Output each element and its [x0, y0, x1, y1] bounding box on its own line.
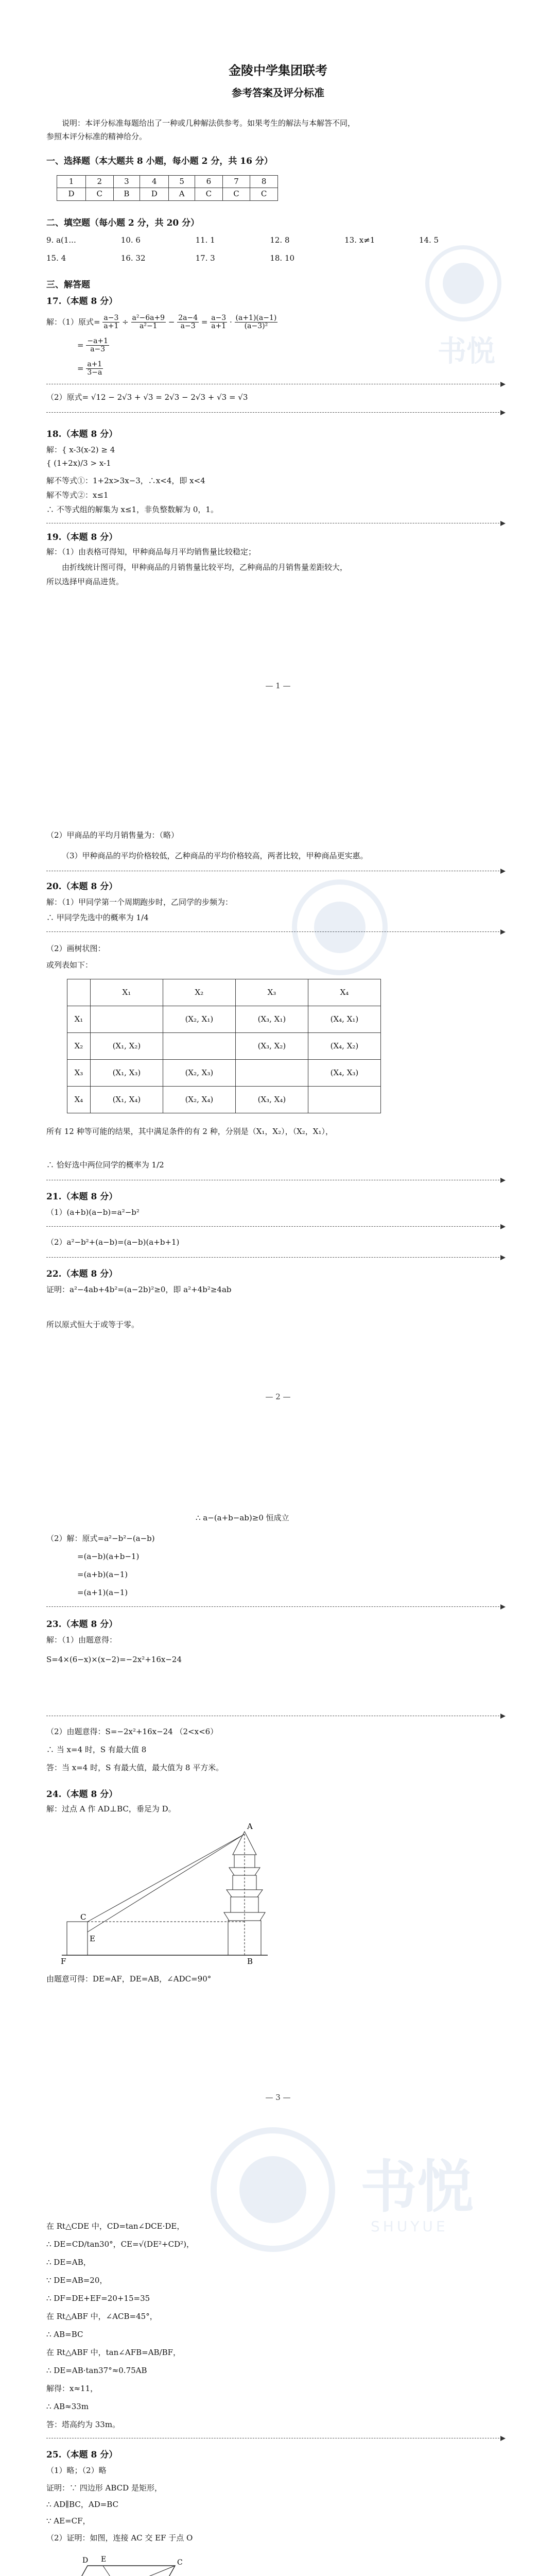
q-answer: B: [113, 188, 140, 200]
q17-text: 解：（1）原式=: [46, 317, 100, 327]
point-label-f: F: [61, 1957, 66, 1966]
score-rule: [46, 1226, 499, 1227]
q25-line-2: 证明：∵ 四边形 ABCD 是矩形，: [46, 2483, 162, 2493]
q17-line-3: = $\frac{a+1}{3-a}$: [77, 360, 102, 377]
table-cell: (X₂, X₃): [163, 1060, 235, 1087]
score-rule: [46, 1257, 499, 1258]
table-cell: X₃: [67, 1060, 91, 1087]
q17-text: （2）原式=: [46, 393, 89, 402]
q17-line-2: = $\frac{-a+1}{a-3}$: [77, 337, 109, 354]
table-header: [67, 979, 91, 1006]
score-rule: [46, 1606, 499, 1607]
observer-building: [67, 1922, 88, 1955]
p4-line-6: 在 Rt△ABF 中，∠ACB=45°，: [46, 2312, 158, 2321]
q17-heading: 17.（本题 8 分）: [46, 296, 118, 307]
table-cell: (X₁, X₄): [90, 1087, 163, 1113]
q19-line-3: 所以选择甲商品进货。: [46, 577, 124, 586]
p4-line-7: ∴ AB=BC: [46, 2330, 83, 2339]
fill-answer: 15. 4: [46, 253, 66, 263]
q25-line-5: （2）证明：如图，连接 AC 交 EF 于点 O: [46, 2533, 193, 2543]
q20-line-6: ∴ 恰好选中两位同学的概率为 1/2: [46, 1160, 164, 1170]
q23-line-3: （2）由题意得：S=−2x²+16x−24 （2<x<6）: [46, 1727, 218, 1736]
p3-line-4: =(a+b)(a−1): [77, 1570, 128, 1579]
p4-line-1: 在 Rt△CDE 中，CD=tan∠DCE·DE，: [46, 2222, 185, 2231]
q25-heading: 25.（本题 8 分）: [46, 2450, 118, 2460]
q-number: 5: [169, 176, 195, 188]
table-cell: X₁: [67, 1006, 91, 1033]
p4-line-11: ∴ AB≈33m: [46, 2402, 89, 2411]
table-header: X₄: [308, 979, 380, 1006]
q18-heading: 18.（本题 8 分）: [46, 429, 118, 439]
p4-line-5: ∴ DF=DE+EF=20+15=35: [46, 2294, 150, 2303]
table-cell: (X₄, X₁): [308, 1006, 380, 1033]
fill-blank-row-2: [46, 252, 510, 264]
q17-line-1: 解：（1）原式= $\frac{a-3}{a+1}$ ÷ $\frac{\text{a²−6a+9}}{\text{a²−1}}$ − $\frac{2a-4}{a-3}$ = $\frac{a-3}{a+1}$ · $\frac{(a+1)(a-1)}{\text{(a−3)²}}$: [46, 314, 277, 331]
page-number: — 2 —: [265, 1392, 291, 1401]
watermark-text: 书悦: [360, 2154, 474, 2220]
q22-line-2: 所以原式恒大于或等于零。: [46, 1320, 140, 1329]
watermark-text: 书悦: [438, 335, 495, 368]
table-cell: (X₃, X₂): [235, 1033, 308, 1060]
q-answer: C: [222, 188, 250, 200]
p4-line-2: ∴ DE=CD/tan30°，CE=√(DE²+CD²)，: [46, 2240, 194, 2249]
table-cell: X₂: [67, 1033, 91, 1060]
p4-line-4: ∵ DE=AB=20，: [46, 2276, 108, 2285]
p4-line-9: ∴ DE=AB·tan37°≈0.75AB: [46, 2366, 147, 2375]
fill-answer: 13. x≠1: [344, 235, 375, 245]
table-header: X₂: [163, 979, 235, 1006]
table-cell: (X₄, X₂): [308, 1033, 380, 1060]
point-label-e: E: [90, 1934, 95, 1943]
q-answer: C: [85, 188, 113, 200]
q-number: 7: [222, 176, 250, 188]
table-cell: (X₃, X₁): [235, 1006, 308, 1033]
table-cell: (X₁, X₂): [90, 1033, 163, 1060]
fill-answer: 16. 32: [120, 253, 146, 263]
q-answer: C: [195, 188, 223, 200]
q18-line-4: 解不等式②：x≤1: [46, 490, 109, 500]
q18-line-2: { (1+2x)/3 > x-1: [46, 459, 111, 468]
table-cell: (X₁, X₃): [90, 1060, 163, 1087]
q21-heading: 21.（本题 8 分）: [46, 1192, 118, 1202]
exam-subtitle: 参考答案及评分标准: [232, 87, 324, 99]
page-number: — 1 —: [265, 681, 291, 690]
fill-answer: 12. 8: [270, 235, 290, 245]
fill-answer: 17. 3: [195, 253, 215, 263]
q21-line-2: （2）a²−b²+(a−b)=(a−b)(a+b+1): [46, 1238, 180, 1247]
q23-line-1: 解：（1）由题意得：: [46, 1635, 117, 1645]
q22-line-1: 证明：a²−4ab+4b²=(a−2b)²≥0，即 a²+4b²≥4ab: [46, 1285, 232, 1294]
p4-line-12: 答：塔高约为 33m。: [46, 2420, 120, 2429]
fill-answer: 10. 6: [120, 235, 141, 245]
q23-line-2: S=4×(6−x)×(x−2)=−2x²+16x−24: [46, 1655, 182, 1664]
fill-blank-row-1: [46, 234, 510, 246]
q23-line-4: ∴ 当 x=4 时，S 有最大值 8: [46, 1745, 147, 1754]
label-c: C: [177, 2558, 183, 2567]
q-answer: D: [140, 188, 169, 200]
q24-heading: 24.（本题 8 分）: [46, 1789, 118, 1800]
table-cell: X₄: [67, 1087, 91, 1113]
label-d: D: [82, 2556, 89, 2565]
score-rule: [46, 931, 499, 932]
q-number: 3: [113, 176, 140, 188]
label-e: E: [101, 2555, 107, 2564]
point-label-b: B: [247, 1957, 253, 1966]
fill-answer: 14. 5: [419, 235, 439, 245]
exam-title: 金陵中学集团联考: [229, 63, 327, 78]
mcq-answer-table: [57, 175, 278, 201]
table-cell: [90, 1006, 163, 1033]
q23-heading: 23.（本题 8 分）: [46, 1619, 118, 1630]
table-cell: [163, 1033, 235, 1060]
q21-line-1: （1）(a+b)(a−b)=a²−b²: [46, 1208, 140, 1217]
segment-ef: [103, 2566, 134, 2576]
q22-heading: 22.（本题 8 分）: [46, 1269, 118, 1279]
p2-line-1: （2）甲商品的平均月销售量为：（略）: [46, 831, 179, 840]
p3-line-3: =(a−b)(a+b−1): [77, 1552, 140, 1561]
q24-line-1: 解：过点 A 作 AD⊥BC，垂足为 D。: [46, 1804, 176, 1814]
p4-line-8: 在 Rt△ABF 中，tan∠AFB=AB/BF，: [46, 2348, 181, 2357]
section2-heading: 二、填空题（每小题 2 分，共 20 分）: [46, 218, 200, 228]
q-number: 8: [250, 176, 278, 188]
section1-heading: 一、选择题（本大题共 8 小题，每小题 2 分，共 16 分）: [46, 156, 273, 166]
q20-line-3: （2）画树状图：: [46, 944, 106, 953]
p3-line-1: ∴ a−(a+b−ab)≥0 恒成立: [196, 1513, 289, 1522]
point-label-a: A: [247, 1822, 253, 1831]
fill-answer: 9. a(1...: [46, 235, 76, 245]
q-number: 1: [57, 176, 86, 188]
q20-line-1: 解：（1）甲同学第一个周期跑步时，乙同学的步频为：: [46, 897, 233, 907]
pagoda-diagram: [51, 1819, 278, 1968]
p2-line-2: （3）甲种商品的平均价格较低，乙种商品的平均价格较高，两者比较，甲种商品更实惠。: [62, 851, 368, 860]
q24-line-2: 由题意可得：DE=AF，DE=AB，∠ADC=90°: [46, 1974, 212, 1984]
q20-line-4: 或列表如下：: [46, 960, 93, 970]
q17-line-4: （2）原式= √12 − 2√3 + √3 = 2√3 − 2√3 + √3 = √3: [46, 393, 248, 402]
table-cell: [235, 1060, 308, 1087]
q25-line-3: ∴ AD∥BC，AD=BC: [46, 2500, 119, 2509]
point-label-c: C: [80, 1912, 86, 1922]
q20-heading: 20.（本题 8 分）: [46, 882, 118, 892]
sight-line-2: [88, 1834, 245, 1932]
q-answer: D: [57, 188, 86, 200]
table-header: X₃: [235, 979, 308, 1006]
p4-line-10: 解得：x≈11，: [46, 2384, 98, 2393]
quadrilateral-abcd: [62, 2566, 175, 2576]
table-cell: (X₂, X₄): [163, 1087, 235, 1113]
fill-answer: 18. 10: [270, 253, 295, 263]
p3-line-5: =(a+1)(a−1): [77, 1588, 128, 1597]
q20-line-2: ∴ 甲同学先选中的概率为 1/4: [46, 913, 149, 922]
table-cell: [308, 1087, 380, 1113]
q18-line-5: ∴ 不等式组的解集为 x≤1，非负整数解为 0，1。: [46, 505, 218, 514]
q25-line-1: （1）略；（2）略: [46, 2466, 107, 2475]
table-cell: (X₂, X₁): [163, 1006, 235, 1033]
q19-heading: 19.（本题 8 分）: [46, 532, 118, 543]
intro-line-2: 参照本评分标准的精神给分。: [46, 132, 147, 141]
sight-line-1: [88, 1834, 245, 1922]
rhombus-diagram: [51, 2550, 185, 2576]
q25-line-4: ∵ AE=CF，: [46, 2516, 91, 2526]
table-cell: (X₃, X₄): [235, 1087, 308, 1113]
table-header: X₁: [90, 979, 163, 1006]
q18-line-3: 解不等式①：1+2x>3x−3，∴x<4，即 x<4: [46, 476, 205, 485]
score-rule: [46, 412, 499, 413]
q23-line-5: 答：当 x=4 时，S 有最大值，最大值为 8 平方米。: [46, 1763, 224, 1772]
p3-line-2: （2）解：原式=a²−b²−(a−b): [46, 1534, 155, 1543]
q-number: 2: [85, 176, 113, 188]
table-cell: (X₄, X₃): [308, 1060, 380, 1087]
q18-line-1: 解：{ x-3(x-2) ≥ 4: [46, 445, 115, 454]
q-number: 6: [195, 176, 223, 188]
page-number: — 3 —: [265, 2093, 291, 2102]
diagonal-ac: [62, 2566, 175, 2576]
watermark-subtext: SHUYUE: [371, 2218, 448, 2235]
section3-heading: 三、解答题: [46, 280, 90, 290]
q19-line-1: 解：（1）由表格可得知，甲种商品每月平均销售量比较稳定；: [46, 547, 256, 556]
q-number: 4: [140, 176, 169, 188]
q-answer: C: [250, 188, 278, 200]
outcome-table: [67, 979, 381, 1113]
fill-answer: 11. 1: [195, 235, 215, 245]
intro-line-1: 说明：本评分标准每题给出了一种或几种解法供参考。如果考生的解法与本解答不同，: [62, 118, 356, 128]
q-answer: A: [169, 188, 195, 200]
p4-line-3: ∴ DE=AB，: [46, 2258, 91, 2267]
q20-line-5: 所有 12 种等可能的结果，其中满足条件的有 2 种，分别是（X₁，X₂），（X₂，X₁），: [46, 1127, 333, 1136]
q19-line-2: 由折线统计图可得，甲种商品的月销售量比较平均，乙种商品的月销售量差距较大，: [62, 563, 348, 572]
